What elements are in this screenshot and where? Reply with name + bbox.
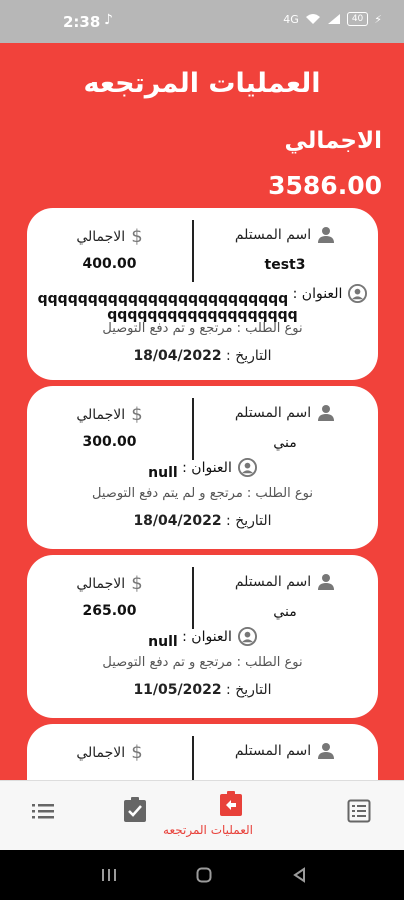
card-total-value: 400.00 bbox=[82, 256, 137, 272]
order-date-row bbox=[27, 682, 378, 698]
system-navigation-bar bbox=[0, 850, 404, 900]
address-label: العنوان : bbox=[182, 459, 232, 476]
address-row bbox=[35, 627, 370, 650]
order-type: نوع الطلب : مرتجع و لم يتم دفع التوصيل bbox=[92, 486, 313, 501]
wifi-icon bbox=[305, 13, 321, 25]
recipient-column bbox=[192, 226, 378, 273]
battery-icon: 40 bbox=[347, 12, 368, 26]
address-label: العنوان : bbox=[182, 628, 232, 645]
order-type: نوع الطلب : مرتجع و تم دفع التوصيل bbox=[102, 655, 303, 670]
recipient-label: اسم المستلم bbox=[234, 227, 312, 243]
dollar-icon: $ bbox=[131, 226, 143, 247]
divider bbox=[192, 398, 194, 460]
nav-list[interactable] bbox=[32, 801, 56, 825]
recent-apps-icon[interactable] bbox=[100, 867, 118, 887]
order-card[interactable] bbox=[27, 208, 378, 380]
recipient-name: مني bbox=[273, 435, 297, 451]
charging-icon: ⚡ bbox=[374, 12, 382, 26]
card-total-label: الاجمالي bbox=[76, 228, 126, 245]
address-row bbox=[35, 284, 370, 323]
order-date-row bbox=[27, 348, 378, 364]
network-type-icon: 4G bbox=[283, 12, 299, 26]
total-label: الاجمالي bbox=[284, 128, 382, 154]
person-icon bbox=[317, 742, 335, 760]
card-total-label: الاجمالي bbox=[76, 575, 126, 592]
total-column bbox=[27, 404, 192, 450]
person-icon bbox=[317, 573, 335, 591]
total-column bbox=[27, 226, 192, 272]
report-icon bbox=[347, 799, 371, 823]
account-circle-icon bbox=[348, 284, 367, 303]
dollar-icon: $ bbox=[131, 404, 143, 425]
divider bbox=[192, 736, 194, 780]
date-label: التاريخ : bbox=[226, 513, 272, 529]
nav-active-label: العمليات المرتجعه bbox=[163, 823, 253, 837]
recipient-column bbox=[192, 573, 378, 620]
order-card[interactable] bbox=[27, 386, 378, 549]
page-title: العمليات المرتجعه bbox=[83, 68, 321, 99]
order-type: نوع الطلب : مرتجع و تم دفع التوصيل bbox=[102, 321, 303, 336]
date-label: التاريخ : bbox=[226, 348, 272, 364]
date-value: 18/04/2022 bbox=[133, 348, 222, 364]
divider bbox=[192, 567, 194, 629]
order-card[interactable] bbox=[27, 724, 378, 780]
address-row bbox=[35, 458, 370, 481]
nav-returned-operations[interactable] bbox=[163, 791, 266, 837]
status-time: 2:38 bbox=[63, 13, 101, 31]
dollar-icon: $ bbox=[131, 573, 143, 594]
total-value: 3586.00 bbox=[268, 171, 382, 200]
list-icon bbox=[32, 801, 56, 821]
person-icon bbox=[317, 404, 335, 422]
date-value: 11/05/2022 bbox=[133, 682, 222, 698]
recipient-label: اسم المستلم bbox=[234, 743, 312, 759]
recipient-column bbox=[192, 404, 378, 451]
recipient-label: اسم المستلم bbox=[234, 405, 312, 421]
nav-reports[interactable] bbox=[347, 799, 371, 827]
date-label: التاريخ : bbox=[226, 682, 272, 698]
address-value: qqqqqqqqqqqqqqqqqqqqqqqqqqqqqqqqqqqqqqqqqqqq bbox=[37, 291, 298, 323]
person-icon bbox=[317, 226, 335, 244]
dollar-icon: $ bbox=[131, 742, 143, 763]
address-value: null bbox=[148, 634, 178, 650]
order-date-row bbox=[27, 513, 378, 529]
address-label: العنوان : bbox=[292, 285, 343, 302]
bottom-navigation bbox=[0, 780, 404, 851]
total-column bbox=[27, 573, 192, 619]
card-total-label: الاجمالي bbox=[76, 406, 126, 423]
recipient-name: test3 bbox=[264, 257, 306, 273]
recipient-column bbox=[192, 742, 378, 764]
home-icon[interactable] bbox=[196, 867, 212, 887]
card-total-label: الاجمالي bbox=[76, 744, 126, 761]
recipient-name: مني bbox=[273, 604, 297, 620]
status-indicators bbox=[283, 12, 382, 26]
date-value: 18/04/2022 bbox=[133, 513, 222, 529]
music-note-icon: ♪ bbox=[104, 12, 113, 28]
total-column bbox=[27, 742, 192, 763]
order-card[interactable] bbox=[27, 555, 378, 718]
nav-completed[interactable] bbox=[123, 797, 147, 827]
account-circle-icon bbox=[238, 458, 257, 477]
clipboard-check-icon bbox=[123, 797, 147, 823]
card-total-value: 265.00 bbox=[82, 603, 137, 619]
returned-orders-list[interactable] bbox=[0, 205, 404, 780]
card-total-value: 300.00 bbox=[82, 434, 137, 450]
address-value: null bbox=[148, 465, 178, 481]
account-circle-icon bbox=[238, 627, 257, 646]
clipboard-return-icon bbox=[219, 791, 243, 817]
signal-icon bbox=[327, 13, 341, 25]
divider bbox=[192, 220, 194, 282]
back-icon[interactable] bbox=[292, 867, 306, 887]
recipient-label: اسم المستلم bbox=[234, 574, 312, 590]
status-bar bbox=[0, 0, 404, 43]
